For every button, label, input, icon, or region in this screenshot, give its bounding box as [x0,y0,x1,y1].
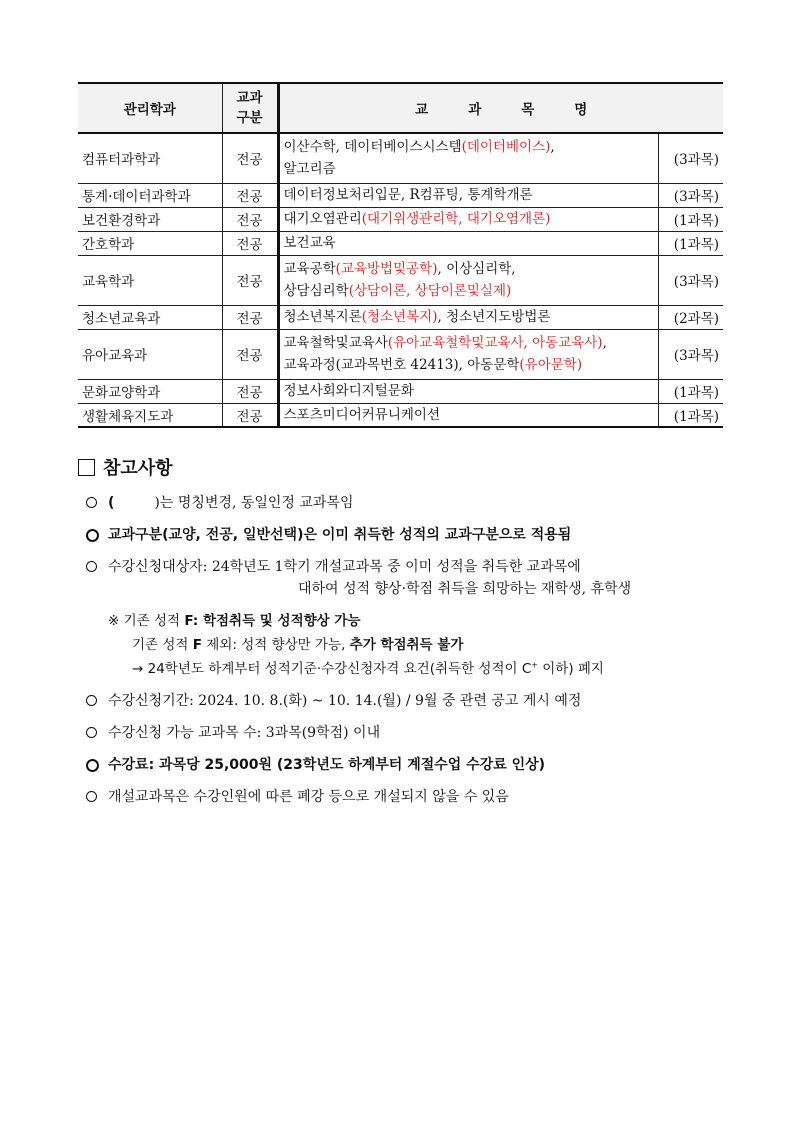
circle-bullet-icon [86,791,97,802]
subject-text: (청소년복지) [361,309,438,325]
dept-cell: 보건환경학과 [78,207,222,231]
subject-text: (교육방법및공학) [335,261,438,277]
subnote-abolished: → 24학년도 하계부터 성적기준·수강신청자격 요건(취득한 성적이 C+ 이하) 폐지 [132,660,604,677]
count-cell: (2과목) [658,305,723,329]
category-cell: 전공 [222,133,278,183]
circle-bullet-icon [86,561,97,572]
circle-bullet-icon [86,695,97,706]
header-subject: 교과목명 [278,83,723,133]
subject-text: 대기오염관리 [283,211,362,227]
subject-text: , [550,139,555,156]
table-row [78,207,723,231]
subject-cell [278,255,658,305]
header-category: 교과 구분 [222,83,278,133]
header-dept: 관리학과 [78,83,222,133]
dept-cell: 문화교양학과 [78,379,222,403]
dept-cell: 청소년교육과 [78,305,222,329]
note-period: 수강신청기간: 2024. 10. 8.(화) ~ 10. 14.(월) / 9월 중 관련 공고 게시 예정 [86,690,728,712]
table-row [78,403,723,427]
count-cell: (3과목) [658,133,723,183]
note-eligibility: 수강신청대상자: 24학년도 1학기 개설교과목 중 이미 성적을 취득한 교과목에 대하여 성적 향상·학점 취득을 희망하는 재학생, 휴학생 [86,556,728,600]
dept-cell: 교육학과 [78,255,222,305]
subject-text: 교육공학 [283,261,336,277]
circle-bullet-icon [86,759,99,772]
count-cell: (1과목) [658,379,723,403]
subject-cell [278,207,658,231]
notes-section [78,454,728,818]
count-cell: (3과목) [658,255,723,305]
count-cell: (3과목) [658,329,723,379]
category-cell: 전공 [222,329,278,379]
subject-text: 데이터정보처리입문, R컴퓨팅, 통계학개론 [283,187,533,203]
subject-text: 스포츠미디어커뮤니케이션 [283,406,440,423]
count-cell: (3과목) [658,183,723,207]
dept-cell: 간호학과 [78,231,222,255]
square-bullet-icon [78,459,95,476]
category-cell: 전공 [222,305,278,329]
subject-text: 교육과정(교과목번호 42413), 아동문학 [283,357,520,373]
subject-text: 알고리즘 [283,161,336,178]
subnote-f-grade: ※ 기존 성적 F: 학점취득 및 성적향상 가능 [108,613,361,629]
subject-cell [278,403,658,427]
subject-cell [278,231,658,255]
subject-text: 교육철학및교육사 [283,335,388,351]
circle-bullet-icon [86,727,97,738]
subject-text: (유아문학) [519,357,583,373]
category-cell: 전공 [222,231,278,255]
table-row [78,183,723,207]
count-cell: (1과목) [658,403,723,427]
note-renamed: ( )는 명칭변경, 동일인정 교과목임 [86,492,728,514]
subject-cell [278,183,658,207]
dept-cell: 생활체육지도과 [78,403,222,427]
count-cell: (1과목) [658,207,723,231]
note-cancellation: 개설교과목은 수강인원에 따른 폐강 등으로 개설되지 않을 수 있음 [86,786,728,808]
subject-cell [278,379,658,403]
subject-cell [278,305,658,329]
subject-text: (상담이론, 상담이론및실제) [348,283,512,299]
subject-text: 청소년복지론 [283,309,362,325]
subject-text: 이산수학, 데이터베이스시스템 [283,139,462,156]
subject-text: , 청소년지도방법론 [437,309,551,325]
dept-cell: 컴퓨터과학과 [78,133,222,183]
subject-text: (유아교육철학및교육사, 아동교육사) [387,335,603,351]
notes-title: 참고사항 [78,454,728,480]
category-cell: 전공 [222,207,278,231]
circle-bullet-icon [86,529,99,542]
dept-cell: 유아교육과 [78,329,222,379]
subject-text: , 이상심리학, [437,261,516,277]
dept-cell: 통계·데이터과학과 [78,183,222,207]
table-row [78,133,723,183]
note-fee: 수강료: 과목당 25,000원 (23학년도 하계부터 계절수업 수강료 인상) [86,754,728,776]
circle-bullet-icon [86,497,97,508]
subject-cell [278,133,658,183]
table-row [78,379,723,403]
subject-text: 상담심리학 [283,283,349,299]
course-table [78,82,723,428]
subject-text: , [602,335,607,351]
note-category: 교과구분(교양, 전공, 일반선택)은 이미 취득한 성적의 교과구분으로 적용됨 [86,524,728,546]
category-cell: 전공 [222,183,278,207]
subject-text: 정보사회와디지털문화 [283,383,414,399]
subject-text: (대기위생관리학, 대기오염개론) [361,211,551,227]
table-row [78,231,723,255]
category-cell: 전공 [222,255,278,305]
table-row [78,329,723,379]
category-cell: 전공 [222,403,278,427]
note-limit: 수강신청 가능 교과목 수: 3과목(9학점) 이내 [86,722,728,744]
course-table-body [78,133,723,427]
count-cell: (1과목) [658,231,723,255]
table-row [78,305,723,329]
subject-text: 보건교육 [283,235,336,251]
table-row [78,255,723,305]
subject-cell [278,329,658,379]
category-cell: 전공 [222,379,278,403]
subnote-non-f: 기존 성적 F 제외: 성적 향상만 가능, 추가 학점취득 불가 [132,637,464,653]
subject-text: (데이터베이스) [461,139,551,156]
